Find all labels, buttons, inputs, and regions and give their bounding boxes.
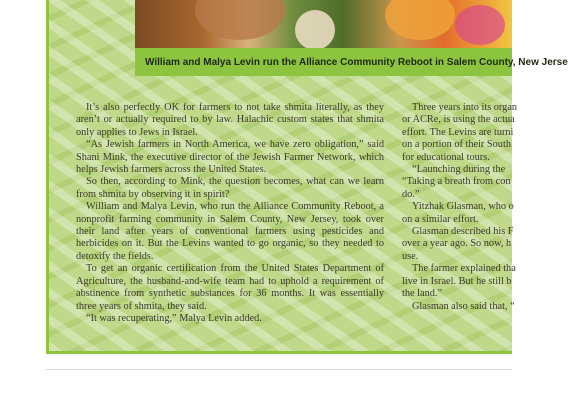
photo-caption-bar (135, 48, 568, 76)
article-column-1 (76, 102, 384, 325)
column-line: effort. The Levins are turni (402, 126, 514, 138)
paragraph: “It was recuperating,” Malya Levin added. (86, 312, 262, 324)
paragraph: William and Malya Levin, who run the Alliance Community Reboot, a nonprofit farming community in Salem County, New Jersey, took over their land after years of conventional farmers using pesticides and herbicides on it. But the Levins wanted to go organic, so they needed to detoxify the fields. (76, 201, 384, 262)
paragraph: So then, according to Mink, the question becomes, what can we learn from shmita by observing it in spirit? (76, 176, 384, 200)
article-photo (135, 0, 512, 48)
column-line: do.” (402, 188, 420, 200)
column-line: on a similar effort. (402, 213, 479, 225)
paragraph: It’s also perfectly OK for farmers to not take shmita literally, as they aren’t or actually required to by law. Halachic custom states that shmita only applies to Jews in Israel. (76, 102, 384, 138)
column-line: over a year ago. So now, h (402, 238, 512, 250)
column-line: “Taking a breath from con (402, 176, 511, 188)
column-line: The farmer explained tha (412, 263, 516, 275)
column-line: Yitzhak Glasman, who o (412, 201, 514, 213)
column-line: Glasman described his F (412, 226, 514, 238)
page-divider (46, 369, 512, 370)
column-line: on a portion of their South (402, 139, 511, 151)
column-line: live in Israel. But he still b (402, 275, 512, 287)
column-line: or ACRe, is using the actua (402, 114, 515, 126)
article-column-2 (402, 102, 518, 342)
column-line: use. (402, 250, 419, 262)
paragraph: To get an organic certification from the United States Department of Agriculture, the husband-and-wife team had to uphold a requirement of abstinence from synthetic substances for 36 months. It was essentially three years of shmita, they said. (76, 263, 384, 312)
paragraph: “As Jewish farmers in North America, we have zero obligation,” said Shani Mink, the executive director of the Jewish Farmer Network, which helps Jewish farmers across the United States. (76, 139, 384, 176)
column-line: “Launching during the (412, 164, 506, 176)
column-line: the land.” (402, 288, 443, 300)
photo-caption: William and Malya Levin run the Alliance Community Reboot in Salem County, New Jerse (145, 56, 568, 68)
column-line: Three years into its organ (412, 102, 518, 113)
column-line: for educational tours. (402, 151, 490, 163)
column-line: Glasman also said that, “ (412, 300, 515, 312)
